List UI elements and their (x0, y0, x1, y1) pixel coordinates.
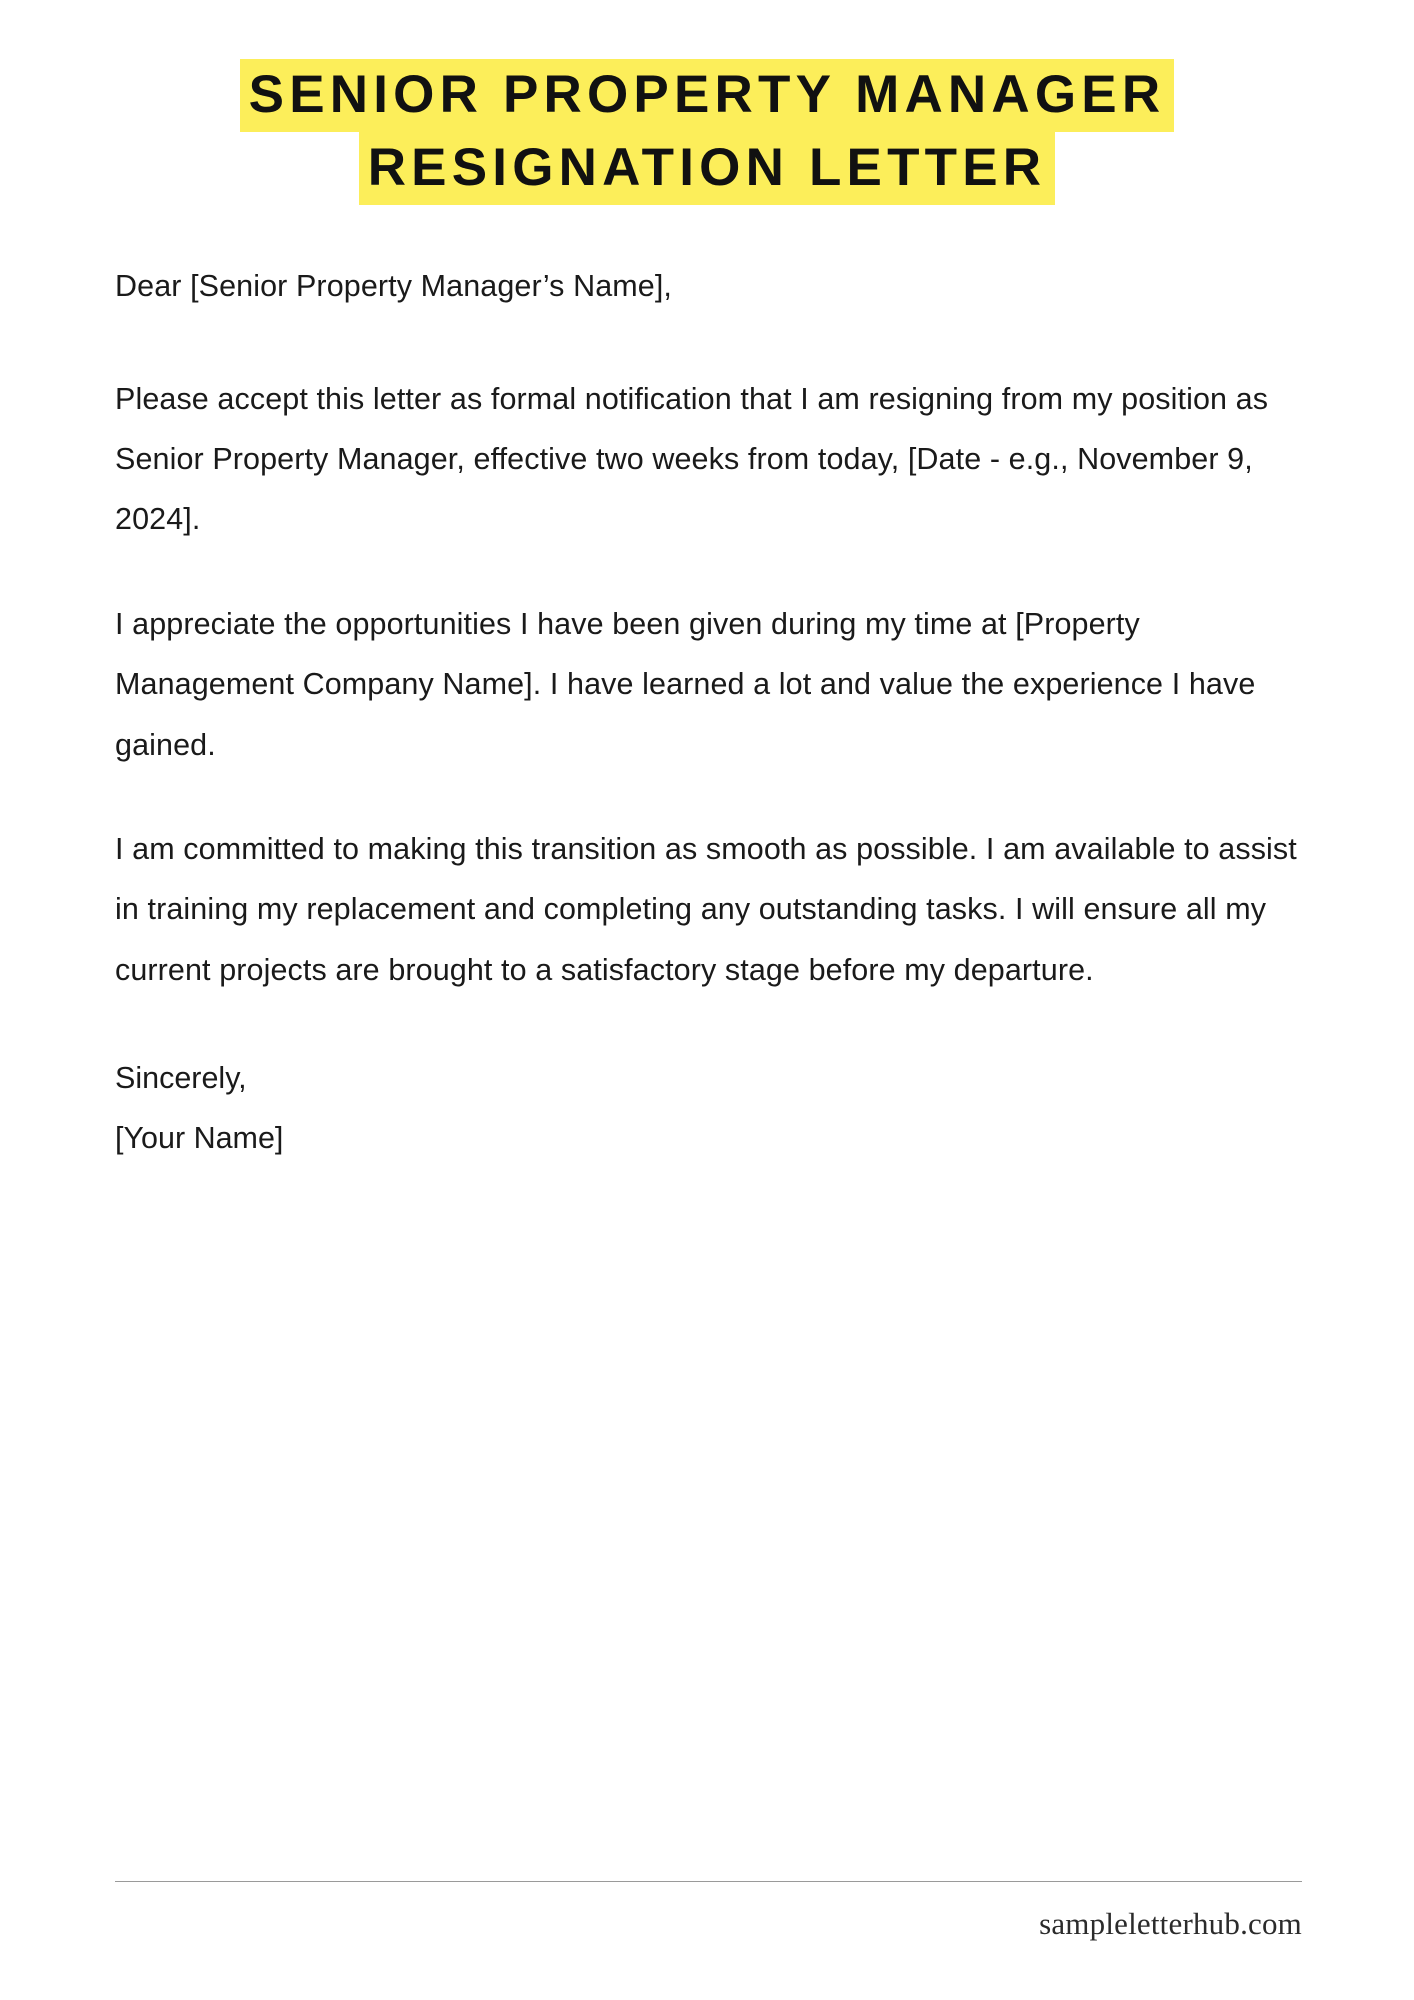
signature-name: [Your Name] (115, 1121, 284, 1156)
letter-body (0, 204, 1414, 2000)
paragraph-2: I appreciate the opportunities I have been given during my time at [Property Management Company Name]. I have learned a lot and value the experience I have gained. (115, 606, 1264, 762)
page-title (0, 0, 1414, 204)
title-heading (240, 65, 1175, 197)
paragraph-3: I am committed to making this transition as smooth as possible. I am available to assist in training my replacement and completing any outstanding tasks. I will ensure all my current projects are brought to a satisfactory stage before my departure. (115, 831, 1306, 987)
salutation: Dear [Senior Property Manager’s Name], (115, 269, 672, 304)
footer-divider (115, 1881, 1302, 1882)
footer-site-name: sampleletterhub.com (1039, 1906, 1302, 1941)
title-line-2: RESIGNATION LETTER (359, 132, 1056, 205)
signature-block (115, 1048, 1302, 1169)
closing-line: Sincerely, (115, 1061, 247, 1095)
title-line-1: SENIOR PROPERTY MANAGER (240, 59, 1175, 132)
paragraph-1: Please accept this letter as formal notification that I am resigning from my position as Senior Property Manager, effective two weeks from today, [Date - e.g., November 9, 2024]. (115, 381, 1277, 537)
footer (115, 1881, 1302, 1942)
